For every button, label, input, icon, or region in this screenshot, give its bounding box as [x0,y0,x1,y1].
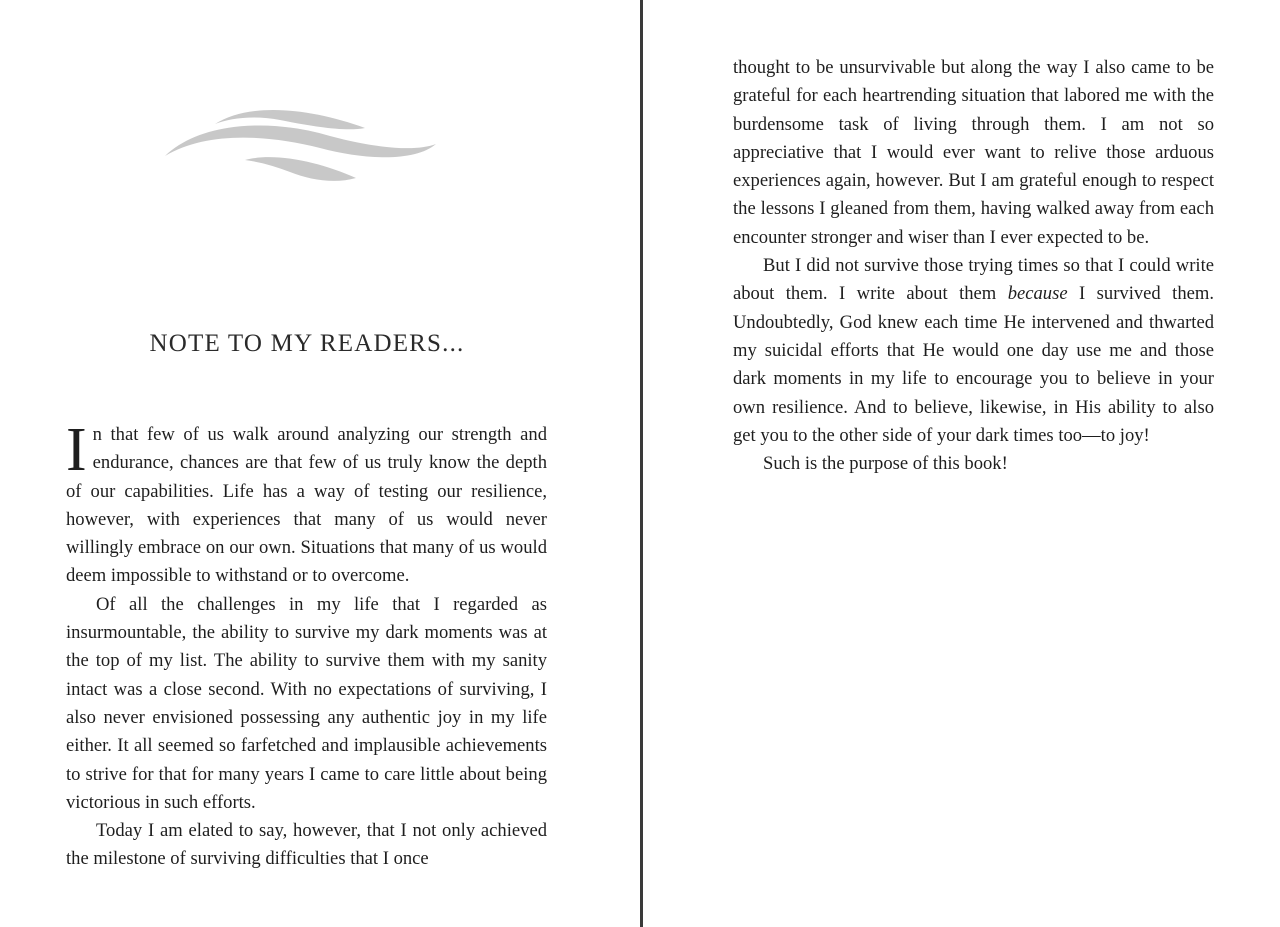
paragraph-1 [66,416,547,591]
chapter-title: NOTE TO MY READERS... [149,330,465,357]
wave-stroke-bottom [245,157,356,181]
paragraph-4-emphasis: because [1007,283,1068,305]
right-page [643,0,1280,927]
paragraph-5: Such is the purpose of this book! [763,453,1008,475]
right-page-text [733,54,1214,478]
paragraph-2: Of all the challenges in my life that I regarded as insurmountable, the ability to survive my dark moments was at the top of my list. The ability to survive them with my sanity intact was a close second. With no expectations of surviving, I also never envisioned possessing any authentic joy in my life either. It all seemed so farfetched and implausible achievements to strive for that for many years I came to care little about being victorious in such efforts. [66,593,547,813]
paragraph-4-text-a: But I did not survive those trying times so that I could write about them. I write about them [733,255,1214,305]
paragraph-3-start: Today I am elated to say, however, that I not only achieved the milestone of surviving difficulties that I once [66,820,547,870]
wave-stroke-middle [165,125,436,157]
paragraph-1-text: n that few of us walk around analyzing our strength and endurance, chances are that few of us truly know the depth of our capabilities. Life has a way of testing our resilience, however, with experiences that many of us would never willingly embrace on our own. Situations that many of us would deem impossible to withstand or to overcome. [66,424,547,587]
left-page-text [66,416,547,874]
paragraph-4-text-b: I survived them. Undoubtedly, God knew each time He intervened and thwarted my suicidal efforts that He would one day use me and those dark moments in my life to encourage you to believe in your own resilience. And to believe, likewise, in His ability to also get you to the other side of your dark times too—to joy! [733,283,1214,446]
wave-stroke-top [215,110,365,129]
paragraph-3-end: thought to be unsurvivable but along the way I also came to be grateful for each heartrending situation that labored me with the burdensome task of living through them. I am not so appreciative that I would ever want to relive those arduous experiences again, however. But I am grateful enough to respect the lessons I gleaned from them, having walked away from each encounter stronger and wiser than I ever expected to be. [733,57,1214,248]
wave-flourish-icon [160,100,445,190]
drop-cap: I [66,416,87,484]
paragraph-4 [733,252,1214,450]
